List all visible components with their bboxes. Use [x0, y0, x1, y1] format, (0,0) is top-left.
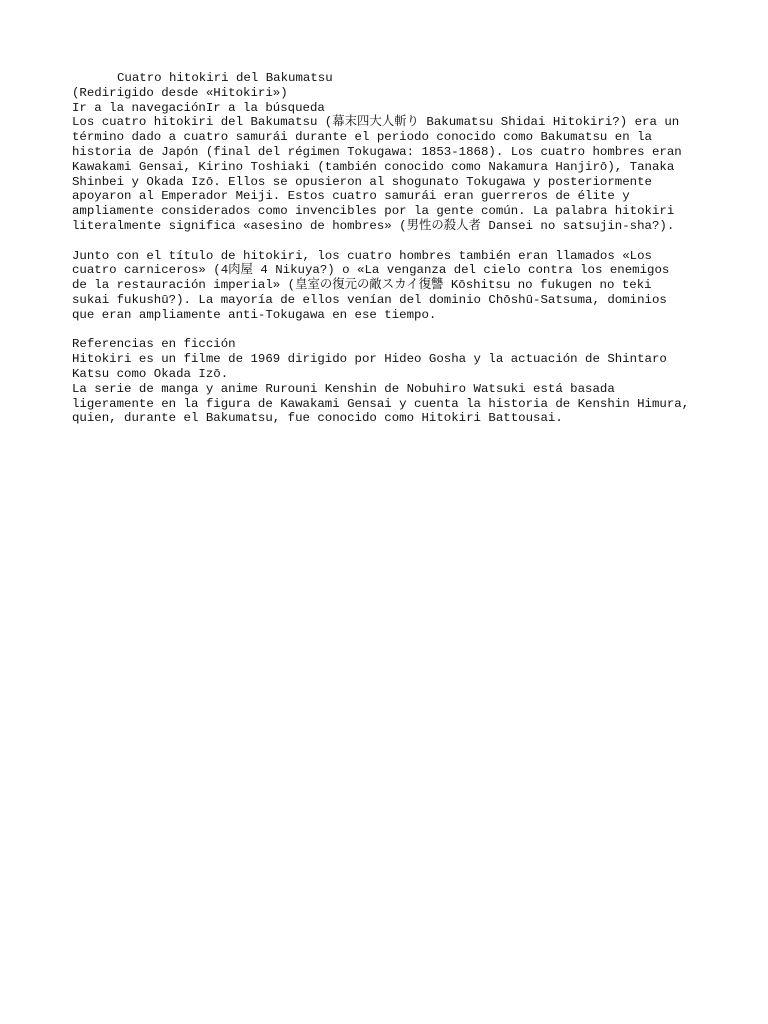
paragraph-line: ampliamente considerados como invencibles por la gente común. La palabra hitokiri	[72, 204, 675, 219]
paragraph-gap	[72, 323, 702, 338]
paragraph-line: sukai fukushū?). La mayoría de ellos venían del dominio Chōshū-Satsuma, dominios	[72, 292, 667, 307]
paragraph-line: de la restauración imperial» (皇室の復元の敵スカイ復讐 Kōshitsu no fukugen no teki	[72, 278, 652, 293]
paragraph-line: cuatro carniceros» (4肉屋 4 Nikuya?) o «La venganza del cielo contra los enemigos	[72, 263, 670, 278]
references-heading: Referencias en ficción	[72, 337, 236, 352]
paragraph-line: Shinbei y Okada Izō. Ellos se opusieron al shogunato Tokugawa y posteriormente	[72, 174, 652, 189]
references-paragraph	[72, 352, 702, 426]
article-title: Cuatro hitokiri del Bakumatsu	[117, 71, 333, 85]
paragraph-line: término dado a cuatro samurái durante el periodo conocido como Bakumatsu en la	[72, 130, 652, 145]
paragraph-line: Los cuatro hitokiri del Bakumatsu (幕末四大人斬り Bakumatsu Shidai Hitokiri?) era un	[72, 115, 680, 130]
paragraph-line: ligeramente en la figura de Kawakami Gensai y cuenta la historia de Kenshin Himura,	[72, 396, 690, 411]
paragraph-line: La serie de manga y anime Rurouni Kenshin de Nobuhiro Watsuki está basada	[72, 381, 615, 396]
second-paragraph	[72, 249, 702, 323]
navigation-links[interactable]: Ir a la navegaciónIr a la búsqueda	[72, 100, 325, 115]
document-page	[72, 71, 702, 426]
paragraph-line: historia de Japón (final del régimen Tokugawa: 1853-1868). Los cuatro hombres eran	[72, 144, 682, 159]
intro-paragraph	[72, 115, 702, 233]
paragraph-line: Hitokiri es un filme de 1969 dirigido por Hideo Gosha y la actuación de Shintaro	[72, 352, 667, 367]
redirect-note: (Redirigido desde «Hitokiri»)	[72, 85, 288, 100]
paragraph-line: Kawakami Gensai, Kirino Toshiaki (también conocido como Nakamura Hanjirō), Tanaka	[72, 159, 675, 174]
paragraph-line: Junto con el título de hitokiri, los cuatro hombres también eran llamados «Los	[72, 248, 652, 263]
paragraph-line: quien, durante el Bakumatsu, fue conocido como Hitokiri Battousai.	[72, 411, 563, 426]
paragraph-line: que eran ampliamente anti-Tokugawa en ese tiempo.	[72, 307, 437, 322]
paragraph-line: apoyaron al Emperador Meiji. Estos cuatro samurái eran guerreros de élite y	[72, 189, 630, 204]
paragraph-gap	[72, 234, 702, 249]
paragraph-line: literalmente significa «asesino de hombres» (男性の殺人者 Dansei no satsujin-sha?).	[72, 218, 675, 233]
paragraph-line: Katsu como Okada Izō.	[72, 366, 229, 381]
